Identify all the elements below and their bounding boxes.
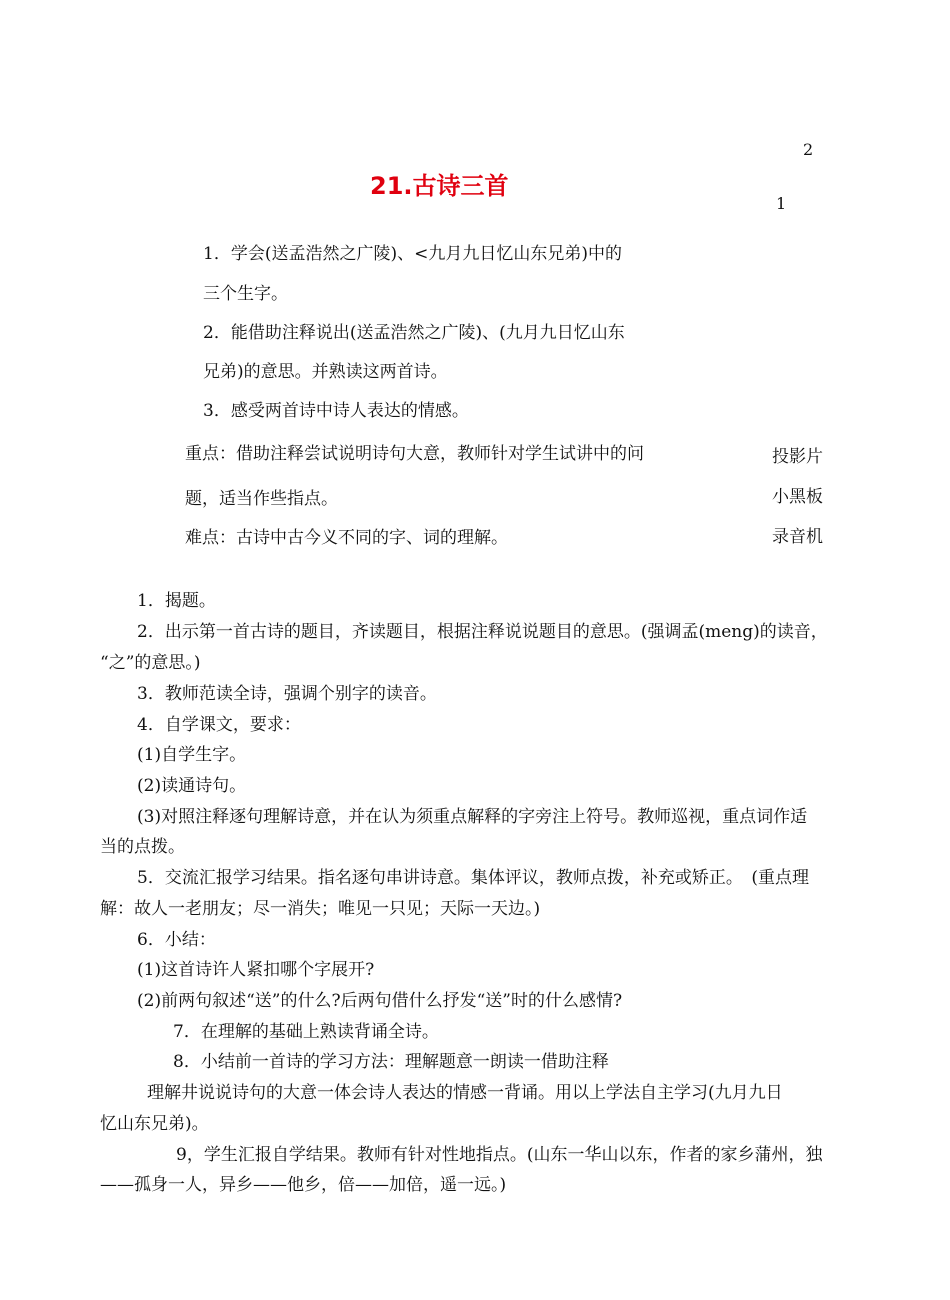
page-number-top: 2 [803,140,814,159]
page-title: 21.古诗三首 [370,172,509,200]
step-line: 7．在理解的基础上熟读背诵全诗。 [173,1022,439,1042]
step-line: 2．出示第一首古诗的题目，齐读题目，根据注释说说题目的意思。(强调孟(meng)的读音， [137,622,828,642]
step-line: (1)自学生字。 [137,745,247,765]
step-line: (3)对照注释逐句理解诗意，并在认为须重点解释的字旁注上符号。教师巡视，重点词作适 [137,807,808,827]
step-line: 忆山东兄弟)。 [100,1114,209,1134]
objective-line: 1．学会(送孟浩然之广陵)、<九月九日忆山东兄弟)中的 [203,244,622,264]
key-point-line: 重点：借助注释尝试说明诗句大意，教师针对学生试讲中的问 [185,444,644,464]
step-line: “之”的意思。) [100,653,201,673]
step-line: 当的点拨。 [100,837,185,857]
step-line: 理解井说说诗句的大意一体会诗人表达的情感一背诵。用以上学法自主学习(九月九日 [147,1083,783,1103]
objective-line: 三个生字。 [203,284,288,304]
step-line: ——孤身一人，异乡——他乡，倍——加倍，遥一远。) [100,1175,507,1195]
step-line: (1)这首诗许人紧扣哪个字展开? [137,960,375,980]
page-number-second: 1 [776,194,787,213]
step-line: 5．交流汇报学习结果。指名逐句串讲诗意。集体评议，教师点拨，补充或矫正。 (重点理 [137,868,809,888]
difficulty-line: 难点：古诗中古今义不同的字、词的理解。 [185,528,508,548]
step-line: 8．小结前一首诗的学习方法：理解题意一朗读一借助注释 [173,1052,609,1072]
step-line: 1．揭题。 [137,591,216,611]
objective-line: 兄弟)的意思。并熟读这两首诗。 [203,362,448,382]
material-item: 录音机 [772,527,823,547]
step-line: 4．自学课文，要求： [137,715,301,735]
step-line: 3．教师范读全诗，强调个别字的读音。 [137,684,437,704]
step-line: (2)前两句叙述“送”的什么?后两句借什么抒发“送”时的什么感情? [137,991,623,1011]
step-line: 9，学生汇报自学结果。教师有针对性地指点。(山东一华山以东，作者的家乡蒲州，独 [176,1145,823,1165]
objective-line: 3．感受两首诗中诗人表达的情感。 [203,401,469,421]
material-item: 小黑板 [772,487,823,507]
material-item: 投影片 [772,447,823,467]
objective-line: 2．能借助注释说出(送孟浩然之广陵)、(九月九日忆山东 [203,323,625,343]
key-point-line: 题，适当作些指点。 [185,489,338,509]
step-line: 6．小结： [137,930,216,950]
step-line: (2)读通诗句。 [137,776,247,796]
step-line: 解：故人一老朋友；尽一消失；唯见一只见；天际一天边。) [100,899,541,919]
